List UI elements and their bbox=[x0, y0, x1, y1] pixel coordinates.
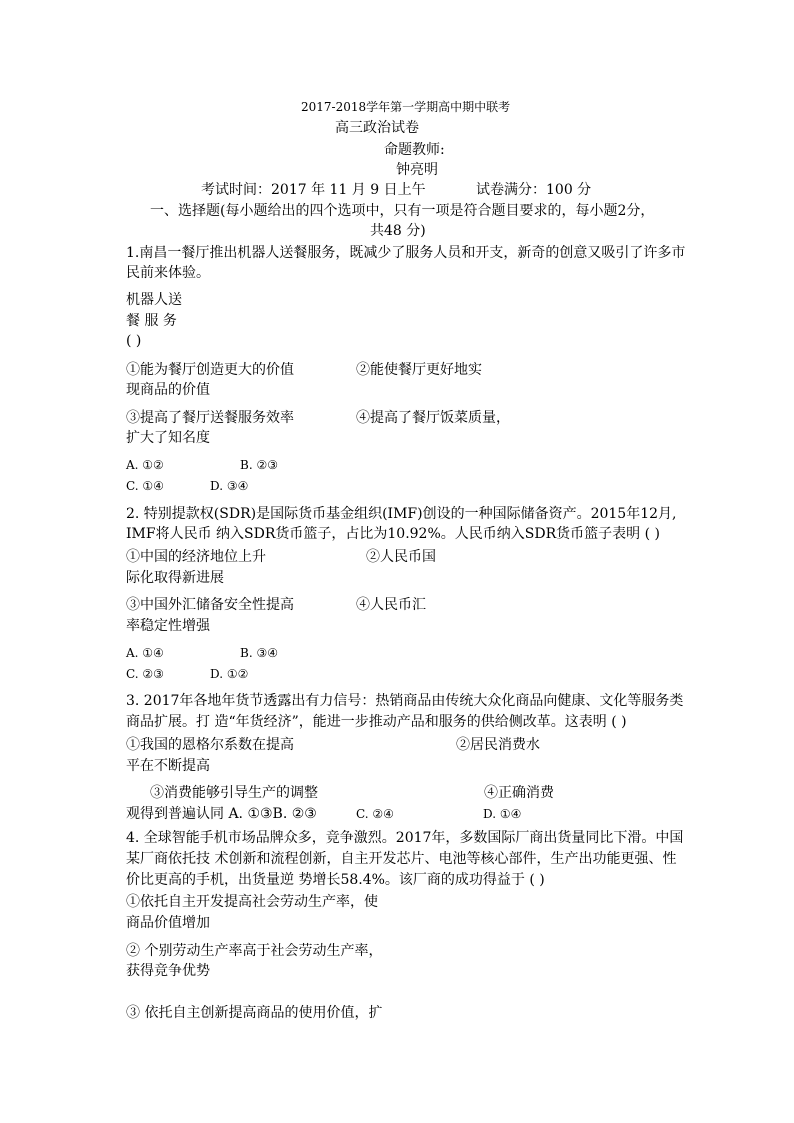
q2-choice-c: C. ②③ bbox=[126, 667, 164, 681]
q4-option-2: ② 个别劳动生产率高于社会劳动生产率， bbox=[126, 943, 383, 959]
q3-option-4: ④正确消费 bbox=[484, 785, 554, 801]
q2-option-4: ④人民币汇 bbox=[356, 597, 426, 613]
q2-choice-a: A. ①④ bbox=[126, 646, 164, 660]
q3-option-1: ①我国的恩格尔系数在提高 bbox=[126, 737, 294, 753]
q1-choice-a: A. ①② bbox=[126, 458, 164, 472]
q2-option-2-cont: 际化取得新进展 bbox=[126, 570, 224, 586]
exam-subject: 高三政治试卷 bbox=[335, 120, 419, 136]
q3-choice-d: D. ①④ bbox=[483, 807, 522, 821]
q1-choice-b: B. ②③ bbox=[240, 458, 278, 472]
q4-option-2-cont: 获得竞争优势 bbox=[126, 963, 210, 979]
q3-option-2-cont: 平在不断提高 bbox=[126, 758, 210, 774]
section-heading: 一、选择题(每小题给出的四个选项中，只有一项是符合题目要求的，每小题2分， bbox=[150, 203, 655, 219]
section-heading-cont: 共48 分) bbox=[370, 223, 426, 239]
q2-option-1: ①中国的经济地位上升 bbox=[126, 549, 266, 565]
q1-option-2: ②能使餐厅更好地实 bbox=[356, 362, 482, 378]
full-score: 试卷满分：100 分 bbox=[476, 182, 592, 198]
q4-option-1-cont: 商品价值增加 bbox=[126, 915, 210, 931]
q2-choice-b: B. ③④ bbox=[240, 646, 278, 660]
q4-option-3: ③ 依托自主创新提高商品的使用价值，扩 bbox=[126, 1005, 383, 1021]
q3-stem: 3. 2017年各地年货节透露出有力信号：热销商品由传统大众化商品向健康、文化等服务类 bbox=[126, 693, 684, 709]
author-name: 钟亮明 bbox=[396, 162, 438, 178]
q2-stem: 2. 特别提款权(SDR)是国际货币基金组织(IMF)创设的一种国际储备资产。2015年12月, bbox=[126, 506, 677, 522]
q4-stem: 4. 全球智能手机市场品牌众多，竞争激烈。2017年，多数国际厂商出货量同比下滑。中国 bbox=[126, 830, 684, 846]
q2-stem-cont: IMF将人民币 纳入SDR货币篮子，占比为10.92%。人民币纳入SDR货币篮子表明 ( ) bbox=[126, 526, 660, 542]
exam-title: 2017-2018学年第一学期高中期中联考 bbox=[301, 100, 511, 114]
q4-stem-cont2: 价比更高的手机，出货量逆 势增长58.4%。该厂商的成功得益于 ( ) bbox=[126, 872, 545, 888]
q4-stem-cont: 某厂商依托技 术创新和流程创新，自主开发芯片、电池等核心部件，生产出功能更强、性 bbox=[126, 851, 677, 867]
q2-option-3: ③中国外汇储备安全性提高 bbox=[126, 597, 294, 613]
q3-stem-cont: 商品扩展。打 造“年货经济”，能进一步推动产品和服务的供给侧改革。这表明 ( ) bbox=[126, 714, 627, 730]
q1-answer-paren: ( ) bbox=[126, 333, 142, 349]
q1-option-3: ③提高了餐厅送餐服务效率 bbox=[126, 410, 294, 426]
q1-stem: 1.南昌一餐厅推出机器人送餐服务，既减少了服务人员和开支，新奇的创意又吸引了许多市 bbox=[126, 245, 686, 261]
q2-option-2: ②人民币国 bbox=[366, 549, 436, 565]
q1-option-1: ①能为餐厅创造更大的价值 bbox=[126, 362, 294, 378]
q3-choice-c: C. ②④ bbox=[356, 807, 394, 821]
exam-time: 考试时间：2017 年 11 月 9 日上午 bbox=[201, 182, 426, 198]
q1-option-2-cont: 现商品的价值 bbox=[126, 382, 210, 398]
q4-option-1: ①依托自主开发提高社会劳动生产率，使 bbox=[126, 894, 378, 910]
q1-stem-cont3: 餐 服 务 bbox=[126, 313, 177, 329]
q1-choice-c: C. ①④ bbox=[126, 479, 164, 493]
author-label: 命题教师: bbox=[384, 142, 445, 158]
q3-option-3: ③消费能够引导生产的调整 bbox=[150, 785, 318, 801]
q1-choice-d: D. ③④ bbox=[210, 479, 249, 493]
q2-choice-d: D. ①② bbox=[210, 667, 249, 681]
q3-option-2: ②居民消费水 bbox=[456, 737, 540, 753]
q1-stem-cont: 民前来体验。 bbox=[126, 265, 210, 281]
q3-option-4-cont: 观得到普遍认同 A. ①③B. ②③ bbox=[126, 806, 317, 822]
q1-option-4: ④提高了餐厅饭菜质量， bbox=[356, 410, 510, 426]
q1-stem-cont2: 机器人送 bbox=[126, 292, 182, 308]
q2-option-4-cont: 率稳定性增强 bbox=[126, 618, 210, 634]
q1-option-4-cont: 扩大了知名度 bbox=[126, 430, 210, 446]
